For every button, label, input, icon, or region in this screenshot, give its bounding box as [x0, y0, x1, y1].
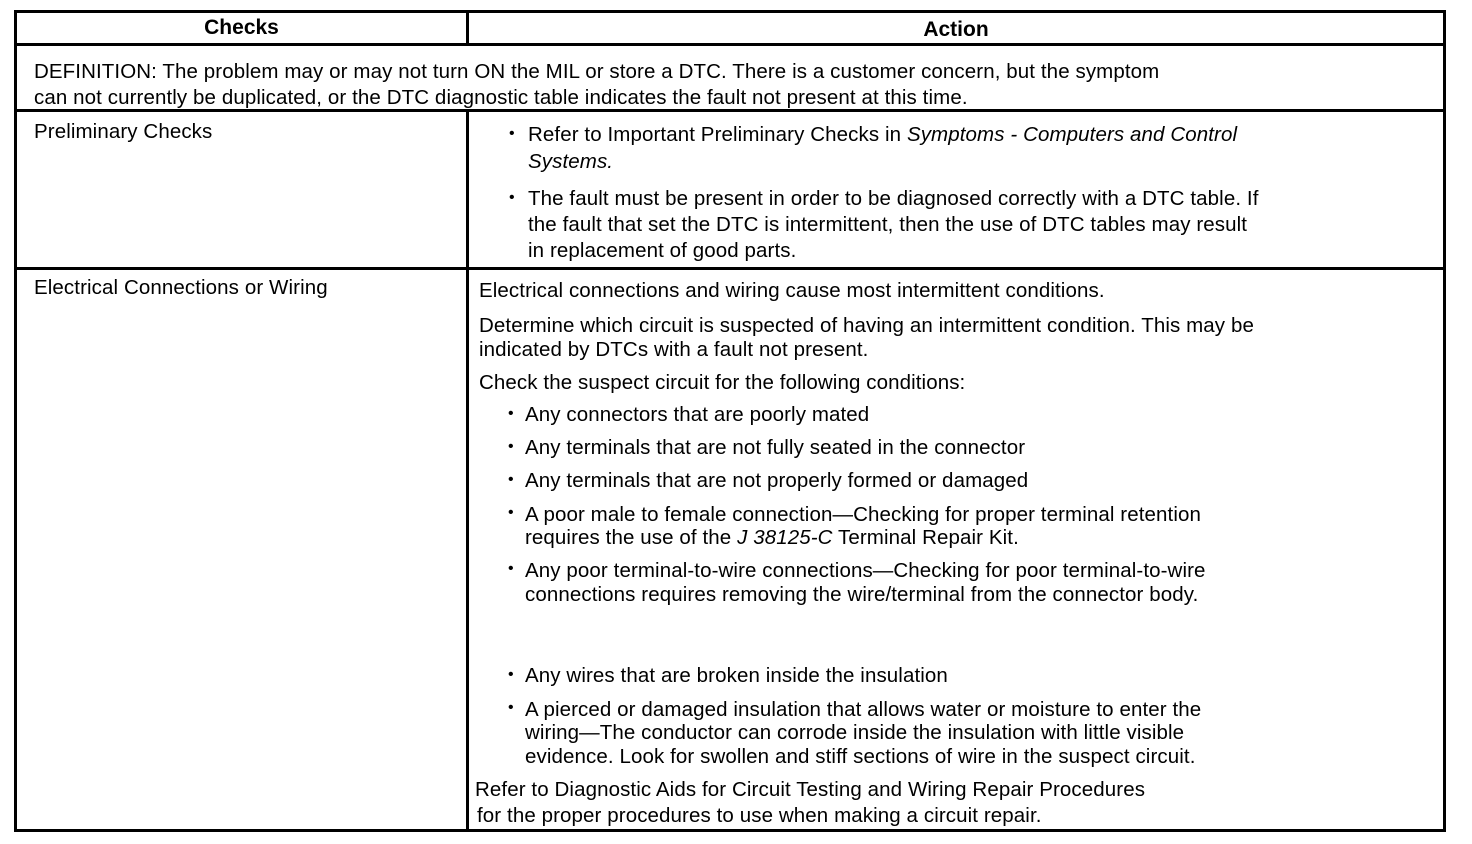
electrical-bullet-3: Any terminals that are not properly formed or damaged	[525, 469, 1029, 492]
electrical-bullet-5-line2: connections requires removing the wire/terminal from the connector body.	[525, 583, 1199, 606]
bullet-icon: •	[509, 189, 515, 206]
electrical-bullet-2: Any terminals that are not fully seated in the connector	[525, 436, 1026, 459]
header-checks: Checks	[204, 16, 279, 39]
electrical-footer-line-2: for the proper procedures to use when making a circuit repair.	[477, 804, 1042, 827]
preliminary-bullet-1-cont: Systems.	[528, 150, 614, 173]
definition-line-1: DEFINITION: The problem may or may not turn ON the MIL or store a DTC. There is a customer concern, but the symptom	[34, 60, 1160, 83]
electrical-paragraph-2: Determine which circuit is suspected of having an intermittent condition. This may be	[479, 314, 1254, 337]
bullet-icon: •	[509, 125, 515, 142]
electrical-bullet-4: A poor male to female connection—Checking for proper terminal retention	[525, 503, 1201, 526]
definition-line-2: can not currently be duplicated, or the DTC diagnostic table indicates the fault not present at this time.	[34, 86, 968, 109]
bullet-icon: •	[508, 699, 514, 716]
electrical-bullet-5: Any poor terminal-to-wire connections—Checking for poor terminal-to-wire	[525, 559, 1206, 582]
bullet-icon: •	[508, 504, 514, 521]
bullet-icon: •	[508, 438, 514, 455]
header-divider	[17, 43, 1443, 46]
electrical-bullet-7: A pierced or damaged insulation that allows water or moisture to enter the	[525, 698, 1202, 721]
electrical-paragraph-1: Electrical connections and wiring cause most intermittent conditions.	[479, 279, 1105, 302]
electrical-paragraph-2-cont: indicated by DTCs with a fault not present.	[479, 338, 869, 361]
bullet-icon: •	[508, 405, 514, 422]
preliminary-bullet-2-line2: the fault that set the DTC is intermittent, then the use of DTC tables may result	[528, 213, 1248, 236]
check-electrical: Electrical Connections or Wiring	[34, 276, 328, 299]
electrical-paragraph-3: Check the suspect circuit for the following conditions:	[479, 371, 966, 394]
electrical-bullet-7-line3: evidence. Look for swollen and stiff sections of wire in the suspect circuit.	[525, 745, 1196, 768]
electrical-bullet-1: Any connectors that are poorly mated	[525, 403, 870, 426]
preliminary-bullet-2: The fault must be present in order to be diagnosed correctly with a DTC table. If	[528, 187, 1259, 210]
bullet-icon: •	[508, 666, 514, 683]
electrical-bullet-7-line2: wiring—The conductor can corrode inside the insulation with little visible	[525, 721, 1185, 744]
column-divider	[466, 109, 469, 829]
header-action: Action	[923, 18, 989, 41]
electrical-bullet-4-line2: requires the use of the J 38125-C Terminal Repair Kit.	[525, 526, 1019, 549]
row-divider	[17, 267, 1443, 270]
bullet-icon: •	[508, 560, 514, 577]
electrical-footer-line-1: Refer to Diagnostic Aids for Circuit Testing and Wiring Repair Procedures	[475, 778, 1146, 801]
bullet-icon: •	[508, 471, 514, 488]
diagnostic-table	[14, 10, 1446, 832]
preliminary-bullet-1: Refer to Important Preliminary Checks in Symptoms - Computers and Control	[528, 123, 1238, 146]
check-preliminary: Preliminary Checks	[34, 120, 213, 143]
preliminary-bullet-2-line3: in replacement of good parts.	[528, 239, 797, 262]
electrical-bullet-6: Any wires that are broken inside the insulation	[525, 664, 948, 687]
